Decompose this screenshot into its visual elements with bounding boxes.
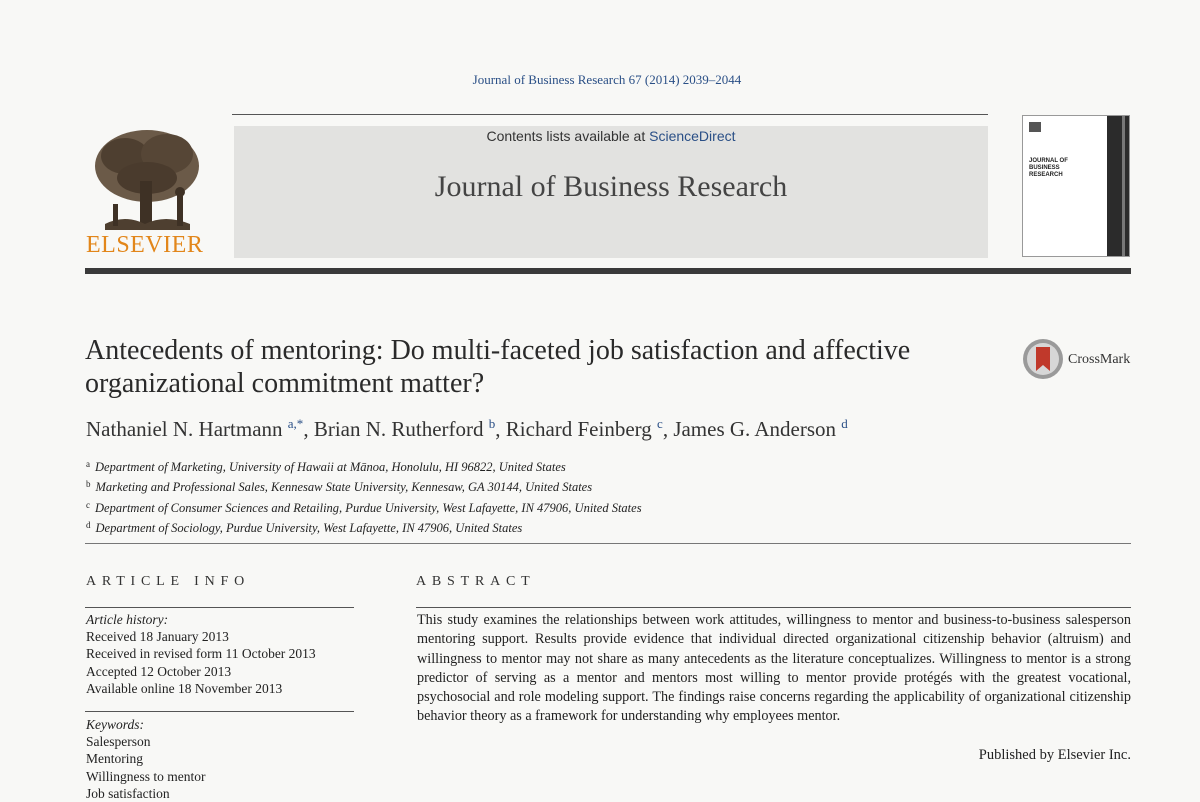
section-divider [85, 543, 1131, 544]
affiliation-sup: a [86, 459, 90, 469]
cover-stripe [1107, 116, 1129, 256]
author-separator: , [495, 417, 506, 441]
elsevier-wordmark: ELSEVIER [86, 232, 204, 258]
author-separator: , [303, 417, 314, 441]
crossmark-label[interactable]: CrossMark [1068, 352, 1131, 367]
article-history [86, 611, 316, 697]
affiliation-item [86, 517, 642, 537]
journal-reference-link[interactable]: Journal of Business Research 67 (2014) 2039–2044 [472, 72, 742, 87]
header-rule [85, 268, 1131, 274]
affiliation-sup: c [86, 499, 90, 510]
affiliations [86, 456, 642, 537]
author-affiliation-sup[interactable]: b [488, 416, 496, 431]
crossmark-icon[interactable] [1022, 338, 1064, 380]
abstract-divider [416, 607, 1131, 608]
author-affiliation-sup[interactable]: c [657, 416, 663, 431]
author-affiliation-sup[interactable]: d [841, 416, 848, 431]
author-name[interactable]: Brian N. Rutherford [313, 417, 484, 441]
author-list [86, 416, 848, 442]
affiliation-item [86, 497, 642, 517]
history-item: Available online 18 November 2013 [86, 680, 283, 696]
contents-line [234, 128, 988, 144]
abstract-text: This study examines the relationships between work attitudes, willingness to mentor and business-to-business salesperson mentoring support. Results provide evidence that individual directed organizational citizenship behavior (altruism) and willingness to mentor may not share as many antecedents as the literature conceptualizes. Willingness to mentor is a strong predictor of serving as a mentor and mentors most willing to mentor provide protégés with the greatest vocational, psychosocial and role modeling support. The findings raise concerns regarding the applicability of organizational citizenship behavior theory as a framework for understanding why employees mentor. [417, 612, 1131, 725]
keyword-item: Mentoring [86, 751, 143, 767]
keywords-divider [85, 711, 354, 712]
affiliation-item [86, 476, 642, 496]
history-label: Article history: [86, 612, 169, 627]
affiliation-text: Department of Sociology, Purdue University, West Lafayette, IN 47906, United States [95, 520, 523, 535]
keywords-label: Keywords: [86, 717, 144, 732]
history-item: Accepted 12 October 2013 [86, 663, 232, 679]
article-info-divider [85, 607, 354, 608]
author-name[interactable]: James G. Anderson [673, 417, 837, 441]
affiliation-sup: b [86, 479, 91, 490]
keyword-item: Salesperson [86, 734, 151, 750]
keyword-item: Job satisfaction [86, 785, 170, 801]
author-name[interactable]: Richard Feinberg [505, 417, 652, 441]
keyword-item: Willingness to mentor [86, 768, 206, 784]
author-affiliation-sup[interactable]: a,* [287, 416, 304, 431]
abstract-heading: ABSTRACT [416, 574, 536, 589]
publisher-note: Published by Elsevier Inc. [978, 747, 1131, 763]
cover-title: JOURNAL OF BUSINESS RESEARCH [1029, 158, 1068, 178]
keywords [86, 716, 205, 802]
author-name[interactable]: Nathaniel N. Hartmann [86, 417, 283, 441]
history-item: Received 18 January 2013 [86, 629, 229, 645]
affiliation-sup: d [86, 519, 91, 530]
affiliation-item [86, 456, 642, 476]
affiliation-text: Marketing and Professional Sales, Kennesaw State University, Kennesaw, GA 30144, United States [95, 480, 593, 495]
affiliation-text: Department of Consumer Sciences and Retailing, Purdue University, West Lafayette, IN 47906, United States [95, 500, 642, 515]
contents-prefix: Contents lists available at [486, 128, 650, 144]
journal-cover-thumbnail[interactable] [1022, 115, 1130, 257]
top-divider [232, 114, 988, 115]
article-info-heading: ARTICLE INFO [86, 574, 251, 589]
journal-title: Journal of Business Research [434, 170, 788, 203]
author-separator: , [662, 417, 674, 441]
cover-logo-icon [1029, 122, 1041, 132]
article-title: Antecedents of mentoring: Do multi-faceted job satisfaction and affective organizational commitment matter? [85, 335, 911, 399]
history-item: Received in revised form 11 October 2013 [86, 646, 316, 662]
sciencedirect-link[interactable]: ScienceDirect [649, 128, 736, 144]
cover-stripe-accent [1122, 116, 1125, 256]
affiliation-text: Department of Marketing, University of Hawaii at Mānoa, Honolulu, HI 96822, United States [95, 460, 566, 474]
